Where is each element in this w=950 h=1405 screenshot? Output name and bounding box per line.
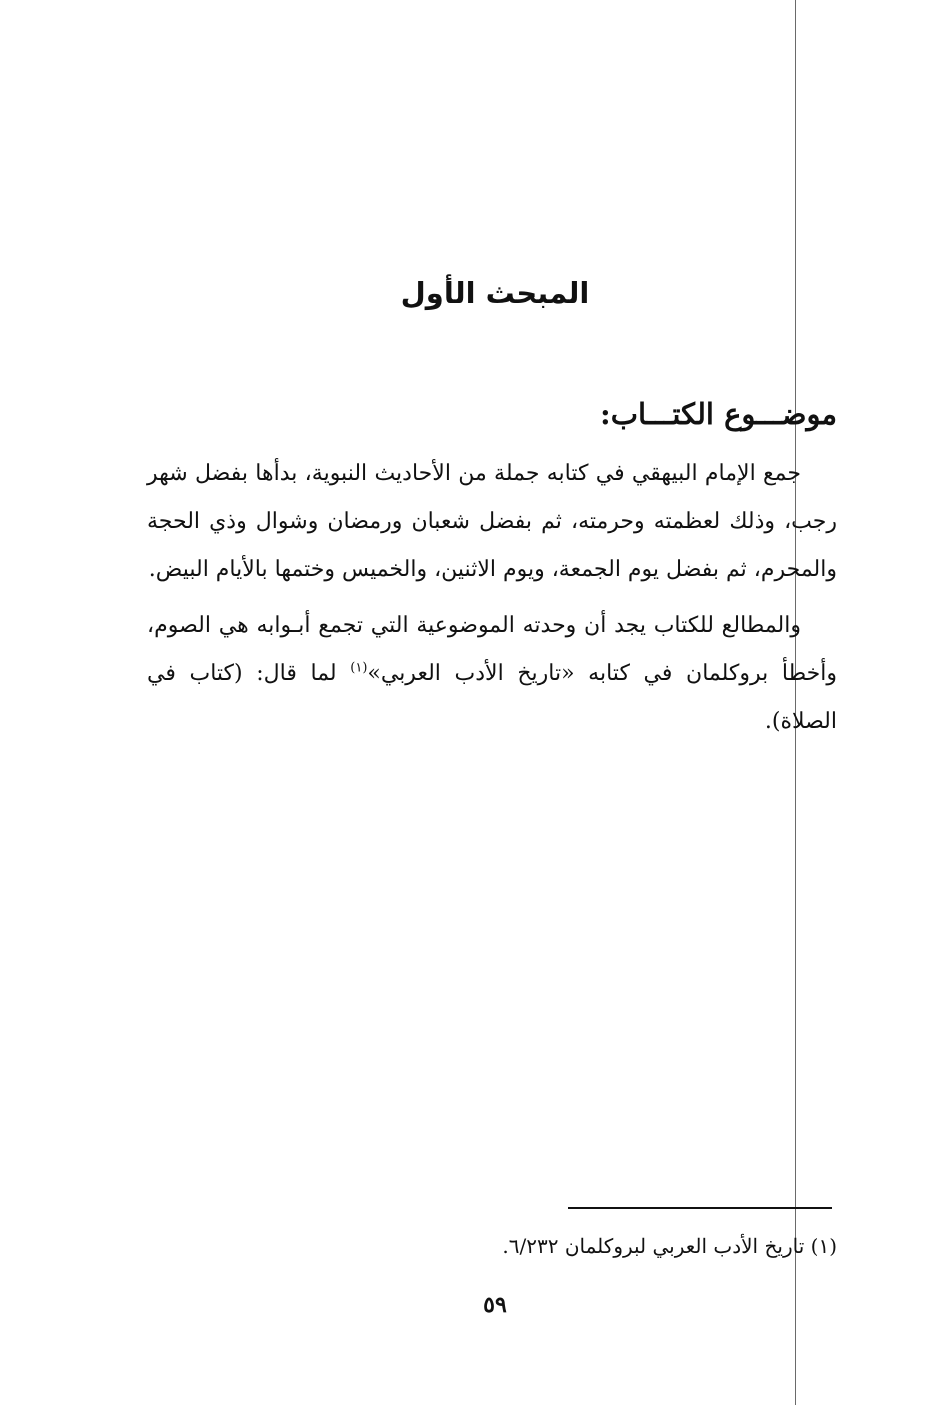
paragraph-2: [147, 602, 837, 746]
footnote-reference: (١): [350, 660, 368, 676]
chapter-title: المبحث الأول: [400, 276, 590, 310]
page-number: ٥٩: [483, 1292, 507, 1318]
footnote: (١) تاريخ الأدب العربي لبروكلمان ٦/٢٣٢.: [502, 1234, 837, 1258]
footnote-divider: [568, 1207, 832, 1209]
body-text: [147, 450, 837, 746]
paragraph-2-continuation: لما قال: (كتاب في الصلاة).: [147, 661, 837, 734]
section-heading: موضـــوع الكتـــاب:: [600, 397, 837, 431]
paragraph-2-text: والمطالع للكتاب يجد أن وحدته الموضوعية التي تجمع أبـوابه هي الصوم، وأخطأ بروكلمان في كتابه «تاريخ الأدب العربي»: [147, 613, 837, 686]
paragraph-1: جمع الإمام البيهقي في كتابه جملة من الأحاديث النبوية، بدأها بفضل شهر رجب، وذلك لعظمته وحرمته، ثم بفضل شعبان ورمضان وشوال وذي الحجة والمحرم، ثم بفضل يوم الجمعة، ويوم الاثنين، والخميس وختمها بالأيام البيض.: [147, 461, 837, 582]
